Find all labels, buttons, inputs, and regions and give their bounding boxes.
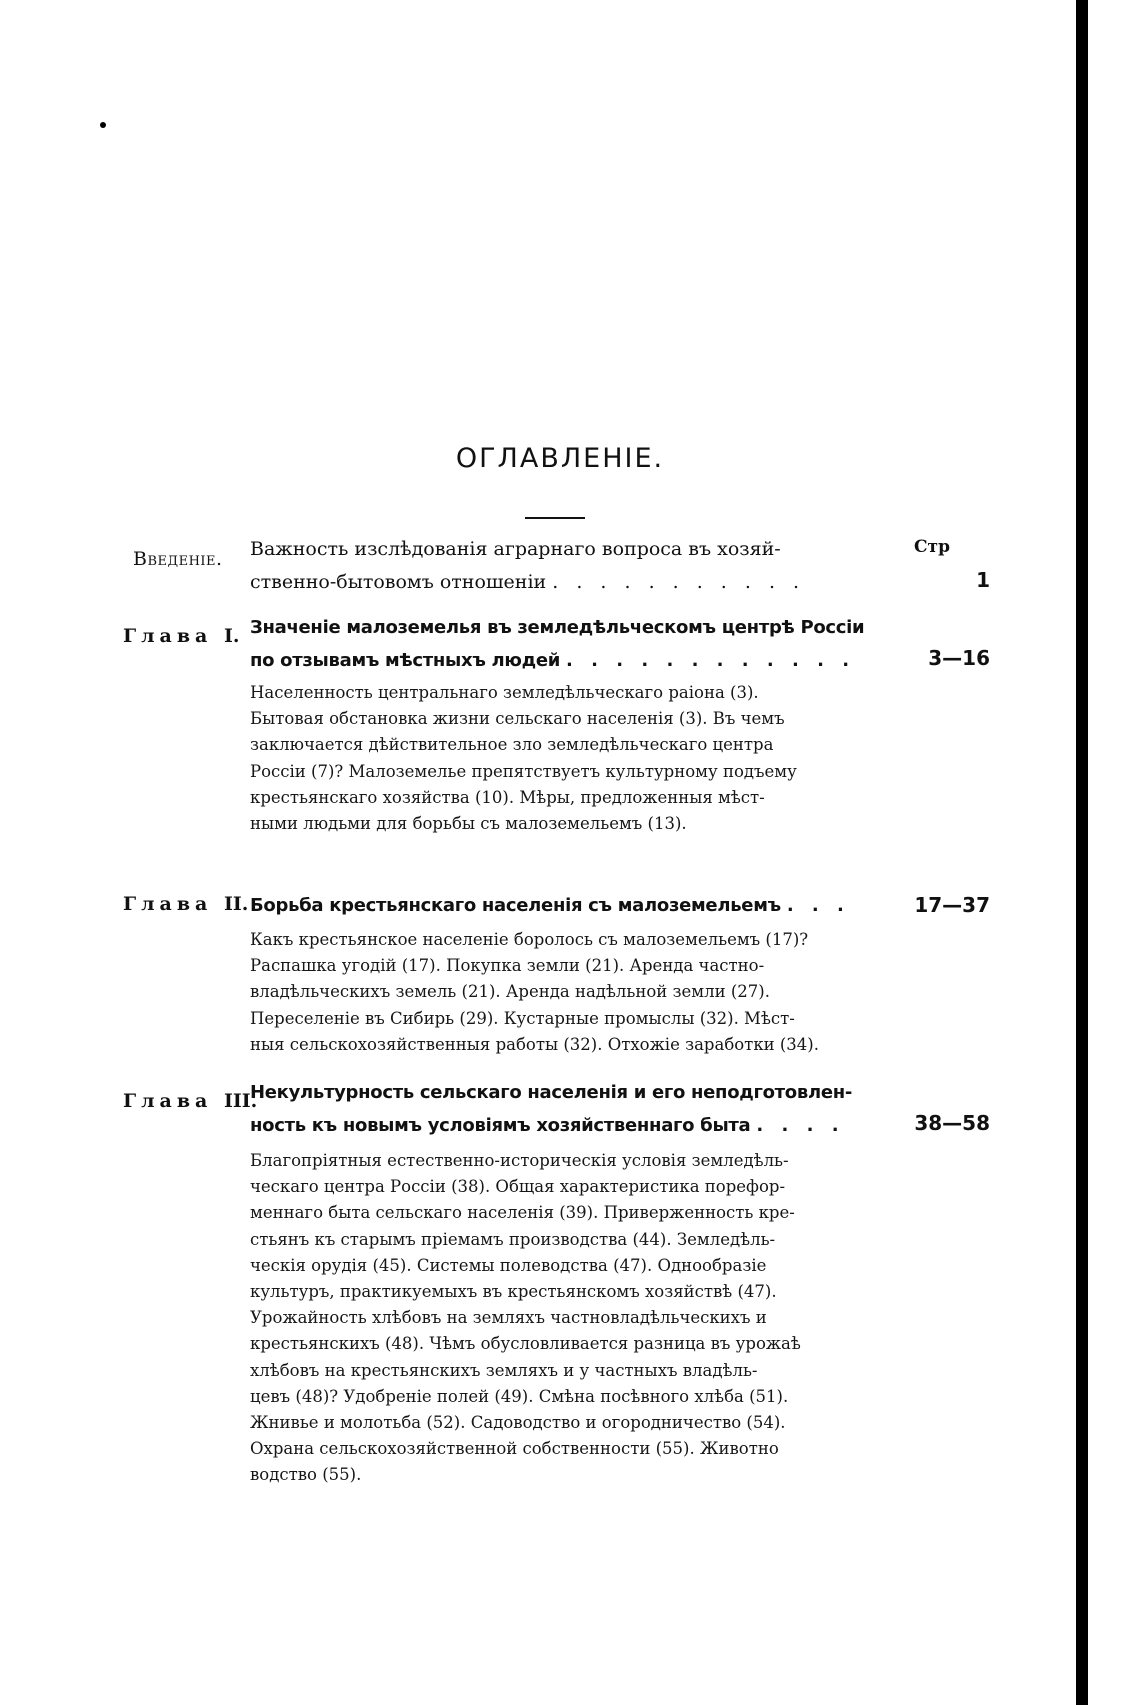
summary-line: цевъ (48)? Удобреніе полей (49). Смѣна посѣвного хлѣба (51). (250, 1386, 789, 1406)
entry-heading-chapter-2 (250, 889, 860, 922)
entry-label-chapter-3 (123, 1090, 257, 1112)
summary-line: Жнивье и молотьба (52). Садоводство и огородничество (54). (250, 1413, 786, 1433)
heading-line-with-leader (250, 889, 860, 922)
summary-line: Бытовая обстановка жизни сельскаго населенія (3). Въ чемъ (250, 709, 785, 729)
entry-pages-chapter-1: 3—16 (928, 646, 990, 670)
summary-line: меннаго быта сельскаго населенія (39). Приверженность кре- (250, 1203, 795, 1223)
dot-leader: . . . . . . . . . . . . (566, 650, 856, 671)
entry-heading-chapter-3 (250, 1076, 860, 1142)
ink-speck (100, 122, 106, 128)
chapter-word: Глава (123, 625, 213, 647)
summary-line: ныя сельскохозяйственныя работы (32). Отхожіе заработки (34). (250, 1034, 819, 1054)
entry-pages-chapter-2: 17—37 (914, 893, 990, 917)
summary-line: ческія орудія (45). Системы полеводства (47). Однообразіе (250, 1255, 767, 1275)
heading-line-text: Борьба крестьянскаго населенія съ малоземельемъ (250, 895, 781, 916)
chapter-number: III. (223, 1090, 258, 1112)
page-title: ОГЛАВЛЕНІЕ. (455, 443, 665, 474)
summary-line: водство (55). (250, 1465, 362, 1485)
title-divider (525, 517, 585, 519)
heading-line-text: ность къ новымъ условіямъ хозяйственнаго быта (250, 1115, 751, 1136)
heading-line: Значеніе малоземелья въ земледѣльческомъ центрѣ Россіи (250, 617, 865, 638)
entry-label-introduction: Введеніе. (133, 548, 223, 570)
summary-line: Переселеніе въ Сибирь (29). Кустарные промыслы (32). Мѣст- (250, 1008, 795, 1028)
entry-summary-chapter-1 (250, 680, 860, 837)
summary-line: Урожайность хлѣбовъ на земляхъ частновладѣльческихъ и (250, 1308, 767, 1328)
summary-line: Россіи (7)? Малоземелье препятствуетъ культурному подъему (250, 761, 797, 781)
dot-leader: . . . (786, 895, 850, 916)
summary-line: ческаго центра Россіи (38). Общая характеристика порефор- (250, 1177, 786, 1197)
heading-line: Некультурность сельскаго населенія и его неподготовлен- (250, 1082, 853, 1103)
chapter-number: I. (223, 625, 240, 647)
summary-line: Распашка угодій (17). Покупка земли (21). Аренда частно- (250, 956, 765, 976)
heading-line-text: ственно-бытовомъ отношеніи (250, 571, 547, 593)
heading-line: Важность изслѣдованія аграрнаго вопроса въ хозяй- (250, 538, 781, 560)
summary-line: Населенность центральнаго земледѣльческаго раіона (3). (250, 683, 759, 702)
entry-heading-chapter-1 (250, 611, 865, 677)
heading-line-text: по отзывамъ мѣстныхъ людей (250, 650, 561, 671)
dot-leader: . . . . . . . . . . . (552, 571, 806, 593)
entry-pages-introduction: 1 (976, 568, 990, 592)
entry-pages-chapter-3: 38—58 (914, 1111, 990, 1135)
summary-line: стьянъ къ старымъ пріемамъ производства (44). Земледѣль- (250, 1229, 776, 1249)
entry-heading-introduction (250, 533, 860, 599)
entry-label-chapter-2 (123, 893, 248, 915)
summary-line: крестьянскаго хозяйства (10). Мѣры, предложенныя мѣст- (250, 787, 765, 807)
summary-line: Благопріятныя естественно-историческія условія земледѣль- (250, 1151, 789, 1170)
chapter-word: Глава (123, 893, 213, 915)
dot-leader: . . . . (756, 1115, 845, 1136)
summary-line: культуръ, практикуемыхъ въ крестьянскомъ хозяйствѣ (47). (250, 1282, 777, 1302)
summary-line: заключается дѣйствительное зло земледѣльческаго центра (250, 735, 774, 755)
page-column-header: Стр (914, 537, 950, 557)
chapter-word: Глава (123, 1090, 213, 1112)
heading-line-with-leader (250, 644, 860, 677)
entry-label-chapter-1 (123, 625, 239, 647)
heading-line-with-leader (250, 566, 860, 599)
chapter-number: II. (223, 893, 249, 915)
summary-line: хлѣбовъ на крестьянскихъ земляхъ и у частныхъ владѣль- (250, 1360, 758, 1380)
heading-line-with-leader (250, 1109, 860, 1142)
summary-line: Какъ крестьянское населеніе боролось съ малоземельемъ (17)? (250, 930, 809, 949)
entry-summary-chapter-2 (250, 927, 860, 1058)
summary-line: Охрана сельскохозяйственной собственности (55). Животно (250, 1439, 779, 1459)
entry-summary-chapter-3 (250, 1148, 860, 1489)
page-edge-shadow (1076, 0, 1088, 1705)
summary-line: крестьянскихъ (48). Чѣмъ обусловливается разница въ урожаѣ (250, 1334, 801, 1354)
summary-line: ными людьми для борьбы съ малоземельемъ (13). (250, 814, 687, 834)
summary-line: владѣльческихъ земель (21). Аренда надѣльной земли (27). (250, 982, 770, 1002)
